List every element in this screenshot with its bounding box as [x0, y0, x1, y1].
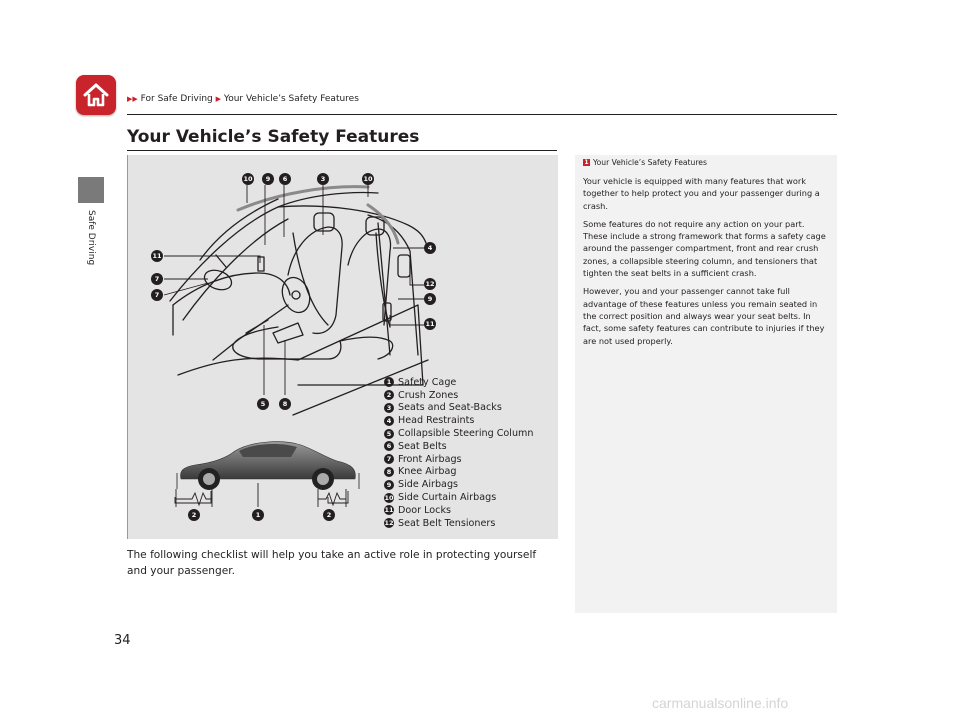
callout-badge: 10: [363, 175, 373, 183]
callout-badge: 7: [151, 273, 163, 285]
callout-badge: 9: [424, 293, 436, 305]
callout-badge: 11: [152, 252, 162, 260]
note-body: [583, 175, 831, 353]
legend-label: Door Locks: [398, 504, 451, 516]
callout-badge: 7: [151, 289, 163, 301]
legend-label: Crush Zones: [398, 389, 459, 401]
page-title: Your Vehicle’s Safety Features: [127, 127, 420, 147]
callout-badge: 3: [317, 173, 329, 185]
breadcrumb-arrow-icon: ▶▶: [127, 95, 138, 103]
legend-number: 3: [384, 403, 394, 413]
legend-item: [384, 414, 533, 427]
callout-badge: 4: [424, 242, 436, 254]
legend-number: 2: [384, 390, 394, 400]
legend-label: Side Airbags: [398, 479, 459, 491]
legend-number: 11: [384, 506, 394, 515]
callout-badge: 1: [252, 509, 264, 521]
section-tab[interactable]: [78, 177, 104, 203]
legend-number: 7: [384, 454, 394, 464]
callout-badge: 6: [279, 173, 291, 185]
note-paragraph: Your vehicle is equipped with many features that work together to help protect you and your passenger during a crash.: [583, 176, 820, 211]
legend-item: [384, 440, 533, 453]
legend-number: 10: [384, 493, 394, 502]
legend-number: 5: [384, 429, 394, 439]
callout-badge: 12: [425, 280, 435, 288]
legend-item: [384, 389, 533, 402]
legend-label: Head Restraints: [398, 415, 475, 427]
legend-item: [384, 376, 533, 389]
body-paragraph: The following checklist will help you take an active role in protecting yourself and your passenger.: [127, 549, 537, 577]
safety-features-figure: [127, 155, 558, 539]
legend-item: [384, 427, 533, 440]
legend-item: [384, 478, 533, 491]
callout-badge: 2: [188, 509, 200, 521]
note-panel: [575, 155, 837, 613]
legend-label: Seat Belt Tensioners: [398, 517, 496, 529]
callout-badge: 5: [257, 398, 269, 410]
legend-number: 6: [384, 441, 394, 451]
legend-label: Seat Belts: [398, 440, 447, 452]
breadcrumb-item[interactable]: For Safe Driving: [140, 94, 213, 104]
legend-number: 1: [384, 377, 394, 387]
note-heading: [583, 158, 707, 167]
legend-item: [384, 402, 533, 415]
legend-label: Knee Airbag: [398, 466, 457, 478]
callout-badge: 8: [279, 398, 291, 410]
breadcrumb-item[interactable]: Your Vehicle’s Safety Features: [223, 94, 359, 104]
title-divider: [127, 150, 557, 151]
callout-badge: 11: [425, 320, 435, 328]
legend-label: Front Airbags: [398, 453, 462, 465]
legend-item: [384, 504, 533, 517]
section-label: Safe Driving: [86, 210, 96, 266]
callout-badge: 10: [243, 175, 253, 183]
note-heading-text: Your Vehicle’s Safety Features: [593, 158, 707, 167]
breadcrumb-arrow-icon: ▶: [215, 95, 222, 103]
reference-icon: 1: [584, 159, 589, 166]
figure-legend: [384, 376, 533, 530]
legend-item: [384, 466, 533, 479]
callout-badge: 9: [262, 173, 274, 185]
legend-number: 4: [384, 416, 394, 426]
home-button[interactable]: [76, 75, 116, 115]
note-paragraph: Some features do not require any action on your part. These include a strong framework that forms a safety cage around the passenger compartment, front and rear crush zones, a collapsible steering column, and tensioners that tighten the seat belts in a sufficient crash.: [583, 218, 826, 279]
legend-number: 8: [384, 467, 394, 477]
legend-number: 9: [384, 480, 394, 490]
legend-item: [384, 453, 533, 466]
note-paragraph: However, you and your passenger cannot take full advantage of these features unless you remain seated in the correct position and always wear your seat belts. In fact, some safety features can contribute to injuries if they are not used properly.: [583, 286, 825, 346]
legend-item: [384, 491, 533, 504]
legend-label: Seats and Seat-Backs: [398, 402, 502, 414]
breadcrumb: [127, 94, 359, 104]
legend-number: 12: [384, 519, 394, 528]
header-divider: [127, 114, 837, 115]
page-number: 34: [114, 633, 131, 648]
home-icon: [82, 82, 110, 108]
legend-label: Collapsible Steering Column: [398, 428, 534, 440]
legend-label: Side Curtain Airbags: [398, 492, 497, 504]
watermark: carmanualsonline.info: [652, 695, 789, 711]
legend-item: [384, 517, 533, 530]
callout-badge: 2: [323, 509, 335, 521]
legend-label: Safety Cage: [398, 376, 457, 388]
